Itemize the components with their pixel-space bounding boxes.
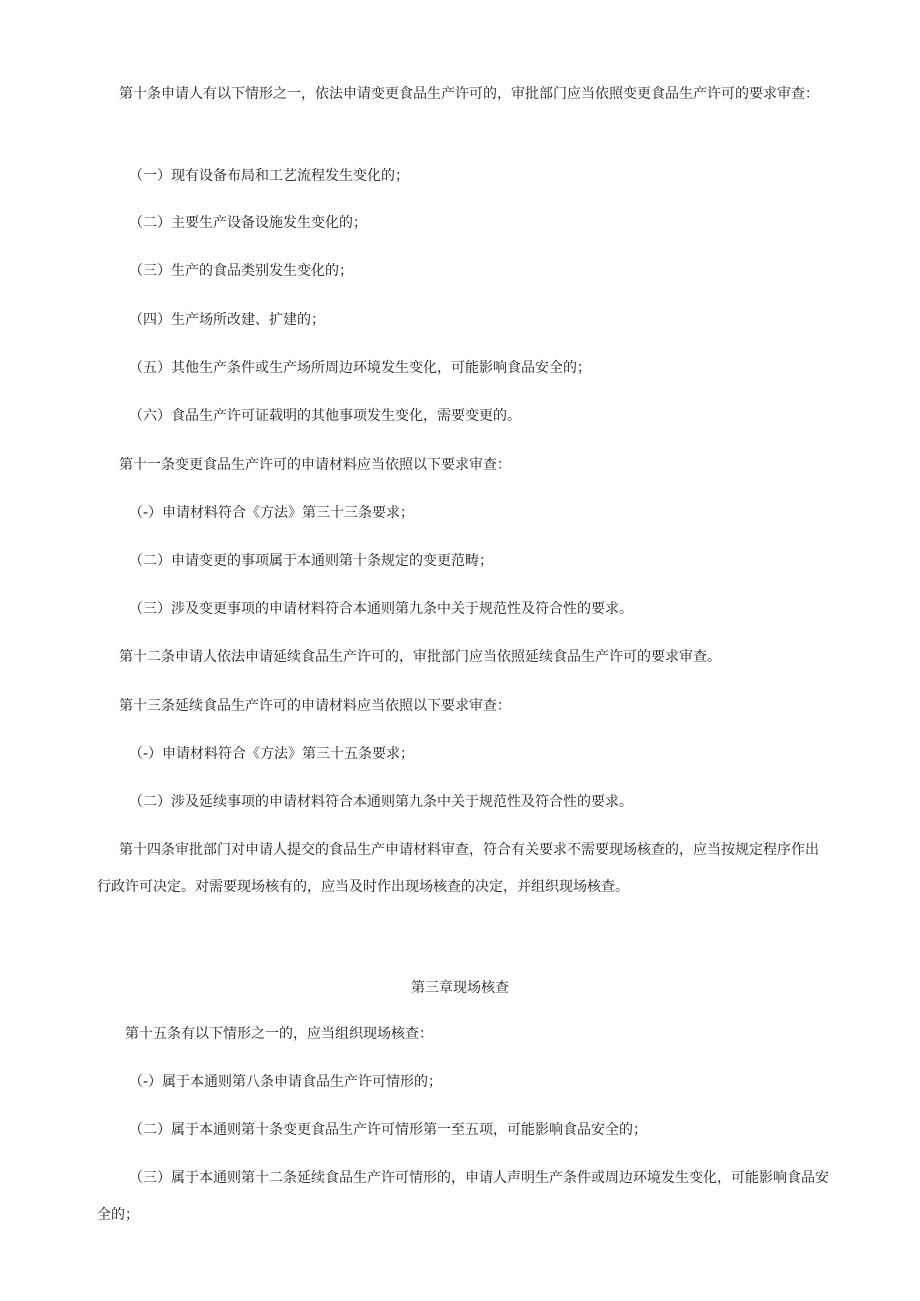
list-item: （三）涉及变更事项的申请材料符合本通则第九条中关于规范性及符合性的要求。 [129, 601, 633, 617]
list-item: （二）属于本通则第十条变更食品生产许可情形第一至五项，可能影响食品安全的； [129, 1122, 647, 1138]
list-item: （-）申请材料符合《方法》第三十五条要求； [129, 746, 415, 762]
list-item: （-）申请材料符合《方法》第三十三条要求； [129, 505, 415, 521]
list-item: （二）涉及延续事项的申请材料符合本通则第九条中关于规范性及符合性的要求。 [129, 794, 633, 810]
list-item: （二）主要生产设备设施发生变化的； [129, 215, 367, 231]
list-item: （-）属于本通则第八条申请食品生产许可情形的； [129, 1074, 443, 1090]
chapter-heading: 第三章现场核查 [411, 980, 509, 996]
article-11-paragraph: 第十一条变更食品生产许可的申请材料应当依照以下要求审查： [119, 457, 511, 473]
list-item: （三）生产的食品类别发生变化的； [129, 263, 353, 279]
article-12-paragraph: 第十二条申请人依法申请延续食品生产许可的，审批部门应当依照延续食品生产许可的要求审查。 [119, 649, 721, 665]
article-13-paragraph: 第十三条延续食品生产许可的申请材料应当依照以下要求审查： [119, 698, 511, 714]
article-10-paragraph: 第十条申请人有以下情形之一，依法申请变更食品生产许可的，审批部门应当依照变更食品生产许可的要求审查： [119, 86, 819, 102]
article-14-paragraph: 第十四条审批部门对申请人提交的食品生产申请材料审查，符合有关要求不需要现场核查的，应当按规定程序作出行政许可决定。对需要现场核有的，应当及时作出现场核查的决定，并组织现场核查。 [97, 842, 819, 895]
article-15-paragraph: 第十五条有以下情形之一的，应当组织现场核查： [125, 1026, 433, 1042]
list-item: （一）现有设备布局和工艺流程发生变化的； [129, 168, 409, 184]
list-item: （五）其他生产条件或生产场所周边环境发生变化，可能影响食品安全的； [129, 360, 591, 376]
list-item: （六）食品生产许可证载明的其他事项发生变化，需要变更的。 [129, 408, 521, 424]
list-item: （三）属于本通则第十二条延续食品生产许可情形的，申请人声明生产条件或周边环境发生变化，可能影响食品安全的； [97, 1170, 829, 1223]
list-item: （二）申请变更的事项属于本通则第十条规定的变更范畴； [129, 553, 493, 569]
list-item: （四）生产场所改建、扩建的； [129, 312, 325, 328]
